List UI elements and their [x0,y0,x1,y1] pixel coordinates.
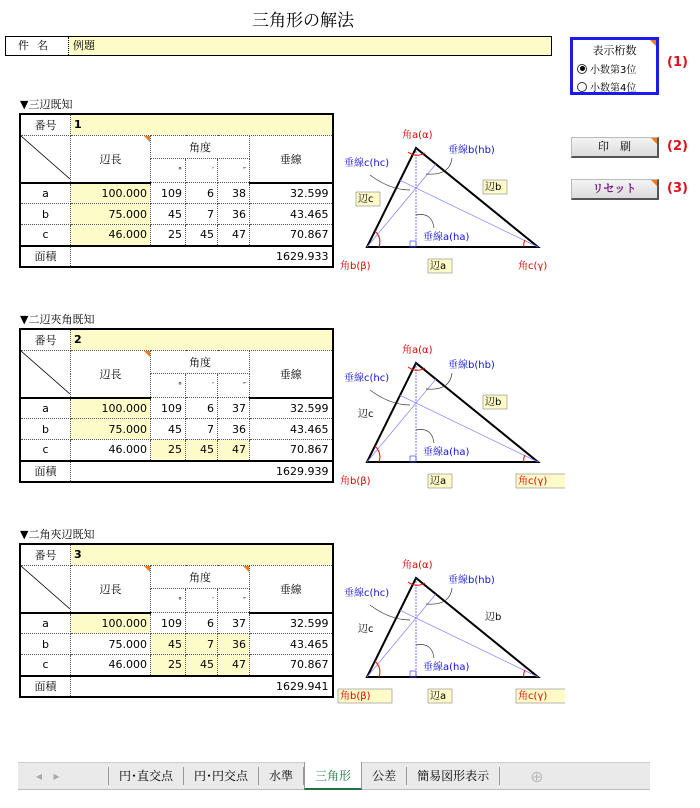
sheet-tabs [18,762,650,790]
diagram-label-side-a: 辺a [430,476,447,487]
option-label: 小数第3位 [590,65,637,76]
triangle-table [19,113,334,268]
diagram-label-angle-b: 角b(β) [340,476,371,487]
deg-header: ° [151,589,186,613]
perp-header: 垂線 [250,135,333,183]
add-sheet-icon[interactable]: ⊕ [530,766,544,786]
no-value[interactable]: 1 [71,114,333,135]
diagram-label-perp-a: 垂線a(ha) [423,662,470,673]
area-label: 面積 [20,246,71,267]
diagram-label-angle-c: 角c(γ) [518,476,548,487]
side-cell[interactable]: 75.000 [71,419,151,440]
perp-cell: 32.599 [250,183,333,204]
row-label: b [20,634,71,655]
second-cell[interactable]: 47 [218,655,250,676]
deg-header: ° [151,374,186,398]
table-row [20,398,333,419]
degree-cell[interactable]: 25 [151,225,186,246]
perp-cell: 32.599 [250,398,333,419]
diagram-label-perp-b: 垂線b(hb) [448,145,495,156]
minute-cell[interactable]: 45 [186,225,218,246]
diagram-label-side-b: 辺b [485,397,502,408]
no-label: 番号 [20,329,71,350]
option-label: 小数第4位 [590,83,637,94]
table-row [20,440,333,461]
area-value: 1629.939 [71,461,333,482]
reset-button[interactable]: リセット [571,179,659,200]
row-label: a [20,398,71,419]
side-cell[interactable]: 100.000 [71,613,151,634]
min-header: ′ [186,159,218,183]
print-button[interactable]: 印 刷 [571,137,659,158]
radio-icon[interactable] [577,64,587,74]
degree-cell[interactable]: 45 [151,419,186,440]
row-label: a [20,183,71,204]
side-header: 辺長 [71,350,151,398]
side-cell[interactable]: 46.000 [71,225,151,246]
option-3-decimal[interactable] [573,61,656,76]
side-header: 辺長 [71,565,151,613]
triangle-diagram [330,120,565,280]
section-title: ▼二辺夾角既知 [20,313,95,326]
triangle-diagram [330,335,565,495]
triangle-diagram [330,550,565,710]
diagram-label-side-b: 辺b [485,612,502,623]
diagram-label-angle-b: 角b(β) [340,691,371,702]
section-title: ▼三辺既知 [20,98,73,111]
table-row [20,225,333,246]
perp-cell: 32.599 [250,613,333,634]
corner-cell [20,350,71,398]
row-label: c [20,440,71,461]
marker-3: (3) [667,181,688,196]
sheet-tab[interactable]: 水準 [259,767,304,785]
diagram-label-side-a: 辺a [430,261,447,272]
row-label: c [20,225,71,246]
section-title: ▼二角夾辺既知 [20,528,95,541]
second-cell[interactable]: 38 [218,183,250,204]
corner-cell [20,135,71,183]
diagram-label-side-c: 辺c [358,624,374,635]
table-row [20,613,333,634]
degree-cell[interactable]: 45 [151,634,186,655]
side-cell[interactable]: 75.000 [71,204,151,225]
no-label: 番号 [20,544,71,565]
diagram-label-perp-a: 垂線a(ha) [423,447,470,458]
angle-b-arc [375,446,380,462]
minute-cell[interactable]: 45 [186,655,218,676]
minute-cell[interactable]: 7 [186,634,218,655]
area-label: 面積 [20,676,71,697]
table-row [20,419,333,440]
second-cell[interactable]: 36 [218,634,250,655]
diagram-label-perp-c: 垂線c(hc) [344,158,390,169]
diagram-label-perp-a: 垂線a(ha) [423,232,470,243]
minute-cell[interactable]: 45 [186,440,218,461]
sheet-tab[interactable]: 円･直交点 [109,767,184,785]
second-cell[interactable]: 36 [218,419,250,440]
perp-cell: 43.465 [250,419,333,440]
angle-header: 角度 [151,350,250,374]
angle-header: 角度 [151,135,250,159]
marker-1: (1) [667,55,688,70]
page-title: 三角形の解法 [252,11,354,31]
second-cell[interactable]: 47 [218,225,250,246]
diagram-label-angle-a: 角a(α) [402,560,433,571]
marker-2: (2) [667,139,688,154]
sheet-tab[interactable]: 簡易図形表示 [407,767,500,785]
second-cell[interactable]: 36 [218,204,250,225]
angle-b-arc [375,231,380,247]
diagram-label-angle-b: 角b(β) [340,261,371,272]
minute-cell[interactable]: 6 [186,183,218,204]
subject-label: 件名 [6,37,69,55]
degree-cell[interactable]: 45 [151,204,186,225]
table-row [20,183,333,204]
triangle-table [19,328,334,483]
minute-cell[interactable]: 6 [186,398,218,419]
perp-cell: 70.867 [250,655,333,676]
radio-icon[interactable] [577,82,587,92]
subject-input[interactable]: 例題 [69,37,551,55]
diagram-label-angle-c: 角c(γ) [518,261,548,272]
degree-cell[interactable]: 109 [151,183,186,204]
row-label: b [20,204,71,225]
diagram-label-angle-c: 角c(γ) [518,691,548,702]
tab-scroll-arrows[interactable]: ◂ ▸ [36,769,60,783]
angle-c-arc [524,240,525,247]
diagram-label-angle-a: 角a(α) [402,345,433,356]
diagram-label-perp-c: 垂線c(hc) [344,373,390,384]
diagram-label-perp-c: 垂線c(hc) [344,588,390,599]
side-cell[interactable]: 75.000 [71,634,151,655]
minute-cell[interactable]: 7 [186,419,218,440]
sec-header: ″ [218,374,250,398]
area-value: 1629.933 [71,246,333,267]
side-cell[interactable]: 46.000 [71,655,151,676]
second-cell[interactable]: 37 [218,398,250,419]
perp-cell: 43.465 [250,204,333,225]
side-cell[interactable]: 100.000 [71,183,151,204]
diagram-label-angle-a: 角a(α) [402,130,433,141]
area-value: 1629.941 [71,676,333,697]
no-label: 番号 [20,114,71,135]
side-header: 辺長 [71,135,151,183]
min-header: ′ [186,374,218,398]
diagram-label-perp-b: 垂線b(hb) [448,360,495,371]
degree-cell[interactable]: 25 [151,440,186,461]
side-cell[interactable]: 46.000 [71,440,151,461]
angle-c-arc [524,455,525,462]
diagram-label-side-a: 辺a [430,691,447,702]
no-value[interactable]: 2 [71,329,333,350]
corner-cell [20,565,71,613]
degree-cell[interactable]: 109 [151,398,186,419]
decimal-options-group [570,37,659,95]
perp-header: 垂線 [250,350,333,398]
sheet-tab[interactable]: 公差 [362,767,407,785]
minute-cell[interactable]: 6 [186,613,218,634]
table-row [20,655,333,676]
diagram-label-side-b: 辺b [485,182,502,193]
options-title: 表示桁数 [592,44,637,57]
minute-cell[interactable]: 7 [186,204,218,225]
min-header: ′ [186,589,218,613]
angle-header: 角度 [151,565,250,589]
subject-row [5,36,552,56]
angle-b-arc [375,661,380,677]
second-cell[interactable]: 37 [218,613,250,634]
perp-header: 垂線 [250,565,333,613]
table-row [20,204,333,225]
second-cell[interactable]: 47 [218,440,250,461]
diagram-label-side-c: 辺c [358,409,374,420]
perp-cell: 70.867 [250,225,333,246]
sec-header: ″ [218,589,250,613]
sheet-tab[interactable]: 三角形 [304,762,362,790]
perp-cell: 43.465 [250,634,333,655]
degree-cell[interactable]: 25 [151,655,186,676]
degree-cell[interactable]: 109 [151,613,186,634]
row-label: b [20,419,71,440]
triangle-table [19,543,334,698]
diagram-label-side-c: 辺c [358,194,374,205]
side-cell[interactable]: 100.000 [71,398,151,419]
no-value[interactable]: 3 [71,544,333,565]
sec-header: ″ [218,159,250,183]
row-label: c [20,655,71,676]
diagram-label-perp-b: 垂線b(hb) [448,575,495,586]
option-4-decimal[interactable] [573,79,656,94]
angle-c-arc [524,670,525,677]
perp-cell: 70.867 [250,440,333,461]
deg-header: ° [151,159,186,183]
table-row [20,634,333,655]
area-label: 面積 [20,461,71,482]
row-label: a [20,613,71,634]
sheet-tab[interactable]: 円･円交点 [184,767,259,785]
